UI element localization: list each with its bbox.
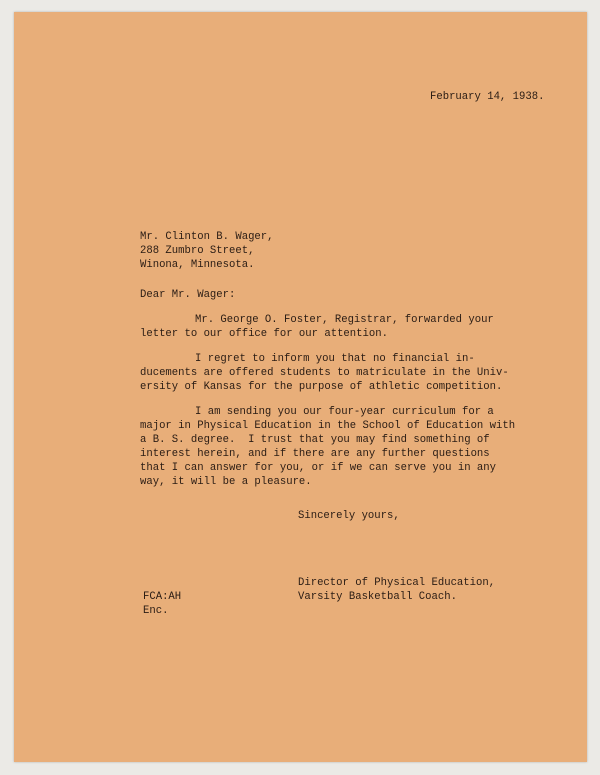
letter-sheet [14, 12, 587, 762]
signature-title-line-1: Director of Physical Education, [298, 577, 496, 589]
signature-title-line-2: Varsity Basketball Coach. [298, 591, 457, 603]
paragraph-3-line-4: interest herein, and if there are any further questions [140, 448, 490, 460]
paragraph-1-line-2: letter to our office for our attention. [140, 328, 388, 340]
paragraph-3-line-6: way, it will be a pleasure. [140, 476, 312, 488]
paragraph-2-line-1: I regret to inform you that no financial in- [195, 353, 475, 365]
paragraph-2-line-2: ducements are offered students to matriculate in the Univ- [140, 367, 509, 379]
reference-initials: FCA:AH [143, 591, 182, 603]
address-line-3: Winona, Minnesota. [140, 259, 255, 271]
address-line-2: 288 Zumbro Street, [140, 245, 255, 257]
enclosure-note: Enc. [143, 605, 169, 617]
address-line-1: Mr. Clinton B. Wager, [140, 231, 274, 243]
paragraph-3-line-2: major in Physical Education in the School of Education with [140, 420, 516, 432]
letter-date: February 14, 1938. [430, 91, 545, 103]
paragraph-3-line-1: I am sending you our four-year curriculum for a [195, 406, 494, 418]
paragraph-3-line-5: that I can answer for you, or if we can serve you in any [140, 462, 497, 474]
closing: Sincerely yours, [298, 510, 400, 522]
salutation: Dear Mr. Wager: [140, 289, 236, 301]
paragraph-3-line-3: a B. S. degree. I trust that you may find something of [140, 434, 490, 446]
paragraph-1-line-1: Mr. George O. Foster, Registrar, forwarded your [195, 314, 494, 326]
paragraph-2-line-3: ersity of Kansas for the purpose of athletic competition. [140, 381, 503, 393]
